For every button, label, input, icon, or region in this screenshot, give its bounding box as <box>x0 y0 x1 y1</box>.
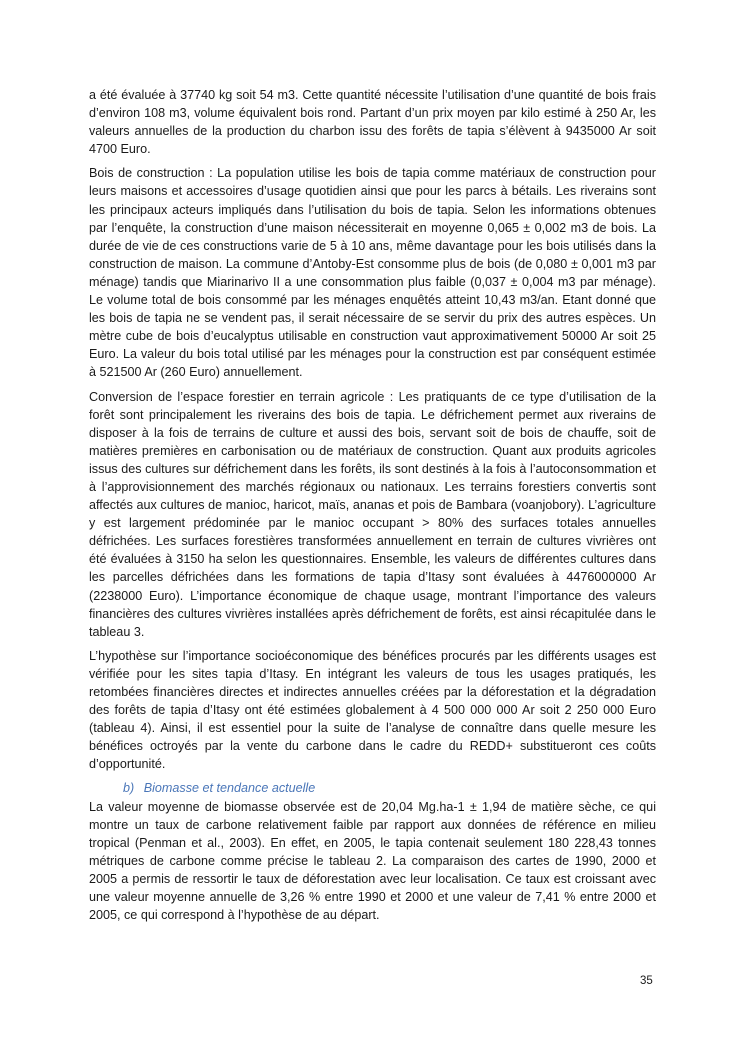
subsection-title: Biomasse et tendance actuelle <box>143 781 316 796</box>
subsection-label: b) <box>123 781 135 796</box>
paragraph-construction-wood: Bois de construction : La population utilise les bois de tapia comme matériaux de construction pour leurs maisons et accessoires d’usage quotidien ainsi que pour les parcs à bétails. Les riverains sont les principaux acteurs impliqués dans l’utilisation du bois de tapia. Selon les informations obtenues par l’enquête, la construction d’une maison nécessiterait en moyenne 0,065 ± 0,002 m3 de bois. La durée de vie de ces constructions varie de 5 à 10 ans, même davantage pour les bois utilisés dans la construction de maison. La commune d’Antoby-Est consomme plus de bois (de 0,080 ± 0,001 m3 par ménage) tandis que Miarinarivo II a une consommation plus faible (0,037 ± 0,004 m3 par ménage). Le volume total de bois consommé par les ménages enquêtés atteint 10,43 m3/an. Etant donné que les bois de tapia ne se vendent pas, il serait nécessaire de se servir du prix des autres espèces. Un mètre cube de bois d’eucalyptus utilisable en construction vaut approximativement 50000 Ar soit 25 Euro. La valeur du bois total utilisé par les ménages pour la construction est par conséquent estimée à 521500 Ar (260 Euro) annuellement. <box>89 166 656 380</box>
paragraph-agricultural-conversion: Conversion de l’espace forestier en terrain agricole : Les pratiquants de ce type d’utilisation de la forêt sont principalement les riverains des bois de tapia. Le défrichement permet aux riverains de disposer à la fois de terrains de culture et aussi des bois, servant soit de bois de chauffe, soit de matières premières en carbonisation ou de matériaux de construction. Quant aux produits agricoles issus des cultures sur défrichement dans les forêts, ils sont destinés à la fois à l’autoconsommation et à l’approvisionnement des marchés régionaux ou nationaux. Les terrains forestiers convertis sont affectés aux cultures de manioc, haricot, maïs, ananas et pois de Bambara (voanjobory). L’agriculture y est largement prédominée par le manioc occupant > 80% des surfaces totales annuelles défrichées. Les surfaces forestières transformées annuellement en terrain de cultures vivrières ont été évaluées à 3150 ha selon les questionnaires. Ensemble, les valeurs de différentes cultures dans les parcelles défrichées dans les formations de tapia d’Itasy sont évaluées à 4476000000 Ar (2238000 Euro). L’importance économique de chaque usage, montrant l’importance des valeurs financières des cultures vivrières installées après défrichement de forêts, est ainsi récapitulée dans le tableau 3. <box>89 389 656 639</box>
document-body <box>89 86 656 930</box>
page-number: 35 <box>640 975 653 987</box>
paragraph-socioeconomic-hypothesis: L’hypothèse sur l’importance socioéconomique des bénéfices procurés par les différents usages est vérifiée pour les sites tapia d’Itasy. En intégrant les valeurs de tous les usages pratiqués, les retombées financières directes et indirectes annuelles créées par la déforestation et la dégradation des forêts de tapia d’Itasy ont été estimées globalement à 4 500 000 000 Ar soit 2 250 000 Euro (tableau 4). Ainsi, il est essentiel pour la suite de l’analyse de connaître dans quelle mesure les bénéfices octroyés par la vente du carbone dans le cadre du REDD+ substitueront ces coûts d’opportunité. <box>89 648 656 772</box>
subsection-heading <box>89 779 656 797</box>
paragraph-charcoal-value: a été évaluée à 37740 kg soit 54 m3. Cette quantité nécessite l’utilisation d’une quantité de bois frais d’environ 108 m3, volume équivalent bois rond. Partant d’un prix moyen par kilo estimé à 250 Ar, les valeurs annuelles de la production du charbon issu des forêts de tapia s’élèvent à 9435000 Ar soit 4700 Euro. <box>89 88 656 157</box>
paragraph-biomass-trend: La valeur moyenne de biomasse observée est de 20,04 Mg.ha-1 ± 1,94 de matière sèche, ce qui montre un taux de carbone relativement faible par rapport aux données de référence en milieu tropical (Penman et al., 2003). En effet, en 2005, le tapia contenait seulement 180 228,43 tonnes métriques de carbone comme précise le tableau 2. La comparaison des cartes de 1990, 2000 et 2005 a permis de ressortir le taux de déforestation avec leur localisation. Ce taux est croissant avec une valeur moyenne annuelle de 3,26 % entre 1990 et 2000 et une valeur de 7,41 % entre 2000 et 2005, ce qui correspond à l’hypothèse de au départ. <box>89 799 656 923</box>
